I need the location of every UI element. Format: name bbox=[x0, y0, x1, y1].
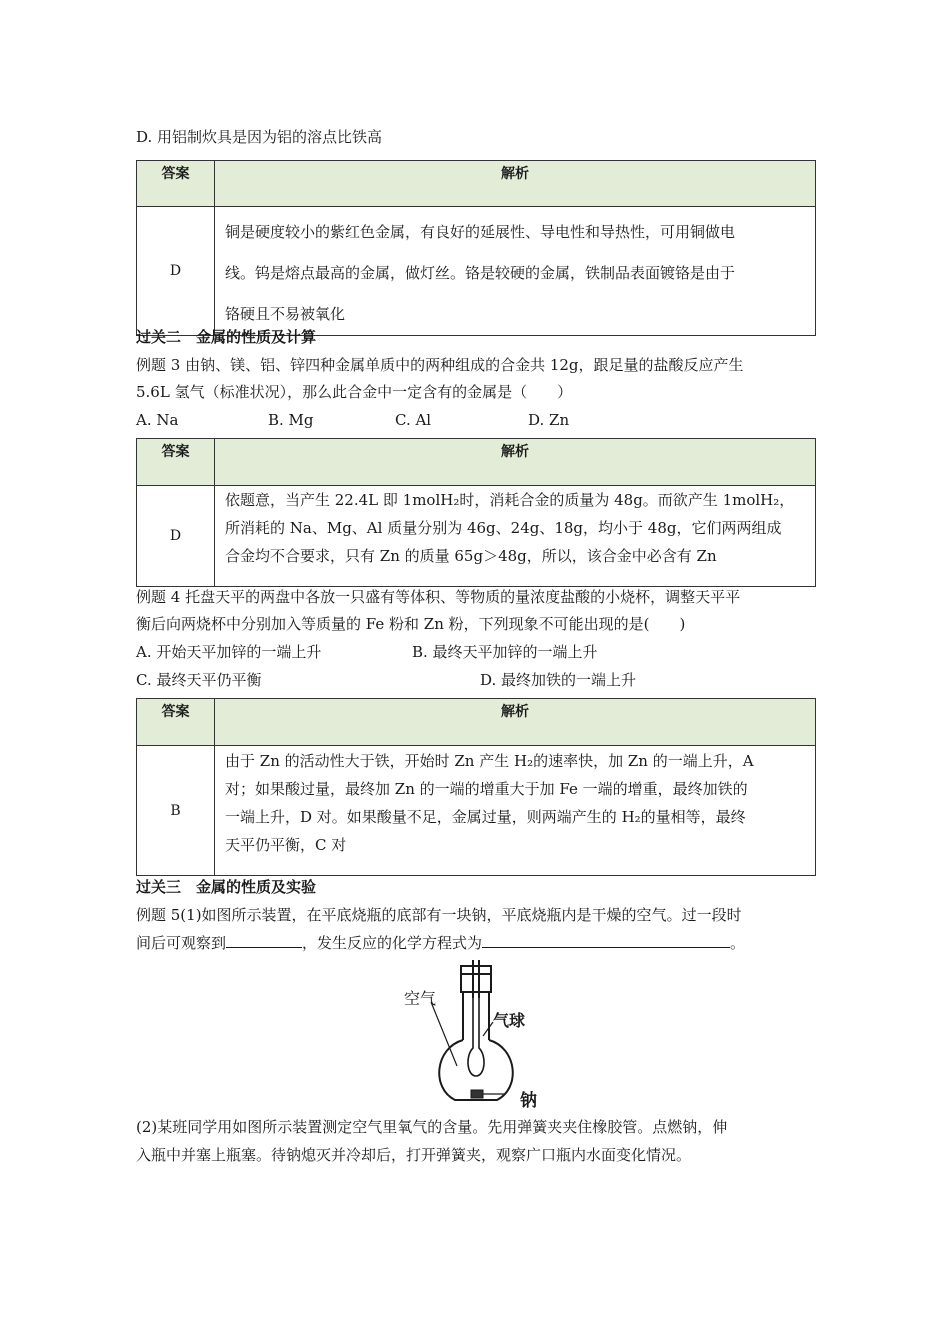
example4-line2: 衡后向两烧杯中分别加入等质量的 Fe 粉和 Zn 粉，下列现象不可能出现的是( ) bbox=[136, 615, 686, 633]
example4-line1: 例题 4 托盘天平的两盘中各放一只盛有等体积、等物质的量浓度盐酸的小烧杯，调整天平平 bbox=[136, 588, 741, 606]
answer-blank-2[interactable] bbox=[482, 932, 730, 948]
analysis-text bbox=[215, 486, 816, 587]
sodium-block-icon bbox=[471, 1090, 483, 1098]
analysis-line: 一端上升，D 对。如果酸量不足，金属过量，则两端产生的 H₂的量相等，最终 bbox=[225, 808, 746, 826]
answer-header: 答案 bbox=[137, 699, 215, 746]
example3-option-b: B. Mg bbox=[268, 411, 314, 429]
analysis-line: 线。钨是熔点最高的金属，做灯丝。铬是较硬的金属，铁制品表面镀铬是由于 bbox=[225, 264, 736, 282]
analysis-header: 解析 bbox=[215, 161, 816, 207]
answer-value: D bbox=[137, 207, 215, 336]
answer-table-1 bbox=[136, 160, 816, 336]
section-title-3: 过关三 金属的性质及实验 bbox=[136, 878, 317, 896]
example5-line2-part1: 间后可观察到 bbox=[136, 934, 227, 952]
example5-line2-part2: ，发生反应的化学方程式为 bbox=[302, 934, 483, 952]
label-balloon: 气球 bbox=[493, 1011, 526, 1030]
section-title-2: 过关二 金属的性质及计算 bbox=[136, 328, 317, 346]
example4-option-a: A. 开始天平加锌的一端上升 bbox=[136, 643, 322, 661]
example5-line3: (2)某班同学用如图所示装置测定空气里氧气的含量。先用弹簧夹夹住橡胶管。点燃钠，伸 bbox=[136, 1118, 728, 1136]
example4-option-d: D. 最终加铁的一端上升 bbox=[480, 671, 637, 689]
balloon-icon bbox=[468, 998, 484, 1076]
analysis-line: 依题意，当产生 22.4L 即 1molH₂时，消耗合金的质量为 48g。而欲产生 1molH₂， bbox=[225, 491, 795, 509]
answer-table-3 bbox=[136, 698, 816, 876]
answer-blank-1[interactable] bbox=[226, 932, 302, 948]
analysis-line: 合金均不合要求，只有 Zn 的质量 65g＞48g，所以，该合金中必含有 Zn bbox=[225, 547, 717, 565]
example5-line2 bbox=[136, 932, 745, 953]
example3-option-c: C. Al bbox=[395, 411, 432, 429]
analysis-line: 铜是硬度较小的紫红色金属，有良好的延展性、导电性和导热性，可用铜做电 bbox=[225, 223, 736, 241]
example5-line1: 例题 5(1)如图所示装置，在平底烧瓶的底部有一块钠，平底烧瓶内是干燥的空气。过一段时 bbox=[136, 906, 742, 924]
analysis-line: 铬硬且不易被氧化 bbox=[225, 305, 346, 323]
example5-line4: 入瓶中并塞上瓶塞。待钠熄灭并冷却后，打开弹簧夹，观察广口瓶内水面变化情况。 bbox=[136, 1146, 692, 1164]
analysis-line: 对；如果酸过量，最终加 Zn 的一端的增重大于加 Fe 一端的增重，最终加铁的 bbox=[225, 780, 748, 798]
example3-line1: 例题 3 由钠、镁、铝、锌四种金属单质中的两种组成的合金共 12g，跟足量的盐酸反应产生 bbox=[136, 356, 744, 374]
answer-header: 答案 bbox=[137, 439, 215, 486]
analysis-text bbox=[215, 746, 816, 876]
answer-table-2 bbox=[136, 438, 816, 587]
example5-line2-part3: 。 bbox=[730, 934, 746, 952]
example4-option-b: B. 最终天平加锌的一端上升 bbox=[412, 643, 598, 661]
analysis-line: 由于 Zn 的活动性大于铁，开始时 Zn 产生 H₂的速率快，加 Zn 的一端上升，A bbox=[225, 752, 754, 770]
analysis-line: 天平仍平衡，C 对 bbox=[225, 836, 347, 854]
analysis-text bbox=[215, 207, 816, 336]
example3-option-a: A. Na bbox=[136, 411, 179, 429]
label-air: 空气 bbox=[404, 989, 437, 1008]
answer-value: B bbox=[137, 746, 215, 876]
analysis-line: 所消耗的 Na、Mg、Al 质量分别为 46g、24g、18g，均小于 48g，它们两两组成 bbox=[225, 519, 782, 537]
q2-option-d: D. 用铝制炊具是因为铝的溶点比铁高 bbox=[136, 128, 383, 146]
example3-line2: 5.6L 氢气（标准状况），那么此合金中一定含有的金属是（ ） bbox=[136, 383, 573, 401]
example4-option-c: C. 最终天平仍平衡 bbox=[136, 671, 262, 689]
analysis-header: 解析 bbox=[215, 699, 816, 746]
label-sodium: 钠 bbox=[520, 1091, 537, 1111]
answer-value: D bbox=[137, 486, 215, 587]
answer-header: 答案 bbox=[137, 161, 215, 207]
analysis-header: 解析 bbox=[215, 439, 816, 486]
example3-option-d: D. Zn bbox=[528, 411, 570, 429]
